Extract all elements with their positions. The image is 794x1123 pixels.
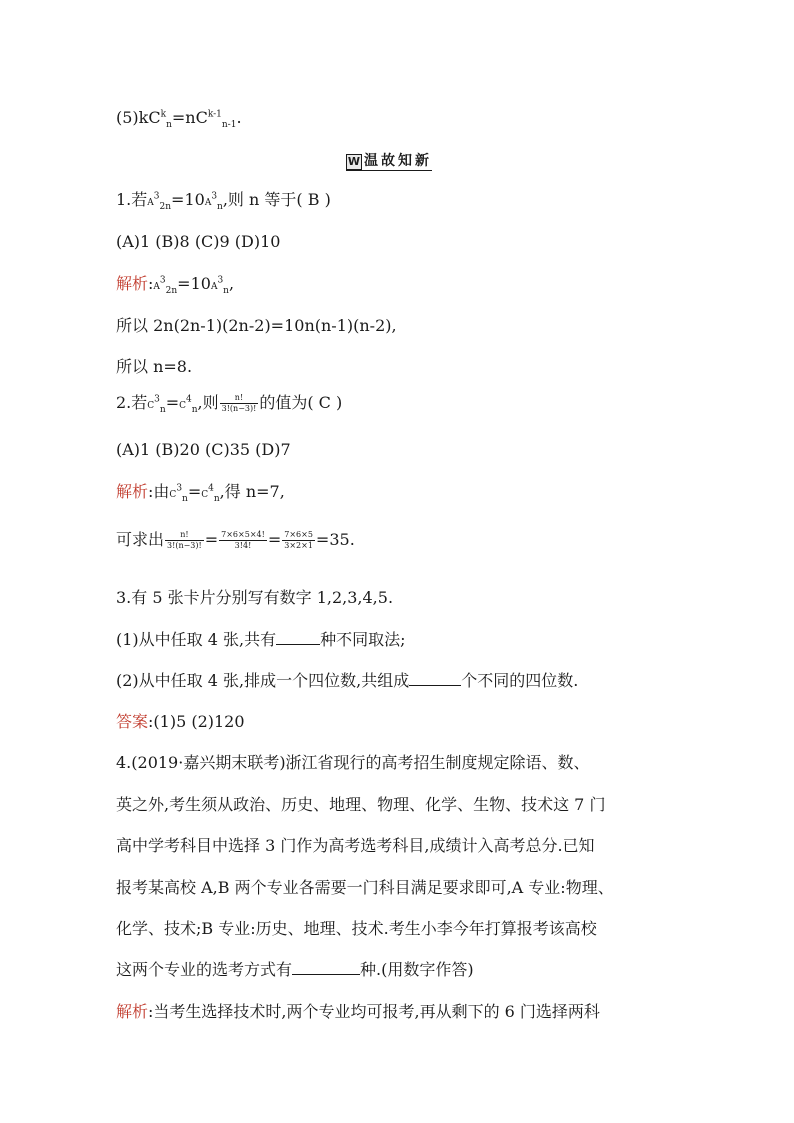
fraction: $\frac{7\times 6\times 5}{3\times 2\times 1}$ [284,530,313,550]
question-1-solution-line-2: 所以 2n(2n-1)(2n-2)=10n(n-1)(n-2), [116,316,397,335]
answer-blank [276,630,320,645]
question-2-solution-line-2: 可求出 $\frac{n!}{3!(n-3)!}$ = $\frac{7\times 6\times 5\times 4!}{3!4!}$ = $\frac{7\times 6\times 5}{3\times 2\times 1}$ =35. [116,530,355,550]
question-4-line-1: 4.(2019·嘉兴期末联考)浙江省现行的高考招生制度规定除语、数、 [116,753,590,772]
fraction: $\frac{n!}{3!(n-3)!}$ [167,530,202,550]
question-3-stem: 3.有 5 张卡片分别写有数字 1,2,3,4,5. [116,588,394,607]
section-header [346,150,432,171]
question-4-line-5: 化学、技术;B 专业:历史、地理、技术.考生小李今年打算报考该高校 [116,919,597,938]
question-4-line-4: 报考某高校 A,B 两个专业各需要一门科目满足要求即可,A 专业:物理、 [116,878,614,897]
fraction: $\frac{n!}{3!(n-3)!}$ [221,393,257,413]
solution-label: 解析 [116,274,149,293]
question-1-solution-line-3: 所以 n=8. [116,357,193,376]
question-4-solution-line-1: 解析:当考生选择技术时,两个专业均可报考,再从剩下的 6 门选择两科 [116,1002,600,1021]
question-2-options: (A)1 (B)20 (C)35 (D)7 [116,440,291,459]
question-1-stem: 1.若$A^3_{2n}=10A^3_n$,则 n 等于( B ) [116,190,331,213]
section-title: 温故知新 [364,153,432,169]
answer-blank [409,671,461,686]
question-2-stem: 2.若$C^3_n=C^4_n$,则 $\frac{n!}{3!(n-3)!}$ 的值为( C ) [116,393,343,416]
question-2-solution-line-1: 解析:由$C^3_n=C^4_n$,得 n=7, [116,482,285,505]
answer-label: 答案 [116,712,149,731]
w-logo-icon: W [347,155,361,168]
fraction: $\frac{7\times 6\times 5\times 4!}{3!4!}$ [221,530,265,550]
solution-label: 解析 [116,482,149,501]
question-1-solution-line-1: 解析$:A^3_{2n}=10A^3_n$, [116,274,235,297]
question-3-part-2: (2)从中任取 4 张,排成一个四位数,共组成 个不同的四位数. [116,671,579,690]
solution-label: 解析 [116,1002,149,1021]
question-4-line-6: 这两个专业的选考方式有 种.(用数字作答) [116,960,474,979]
formula-item-5: $(5)kC^k_n=nC^{k-1}_{n-1}$. [116,108,242,131]
question-3-answer: 答案:(1)5 (2)120 [116,712,245,731]
question-1-options: (A)1 (B)8 (C)9 (D)10 [116,232,281,251]
question-4-line-3: 高中学考科目中选择 3 门作为高考选考科目,成绩计入高考总分.已知 [116,836,595,855]
question-4-line-2: 英之外,考生须从政治、历史、地理、物理、化学、生物、技术这 7 门 [116,795,606,814]
question-3-part-1: (1)从中任取 4 张,共有 种不同取法; [116,630,406,649]
answer-blank [292,960,360,975]
